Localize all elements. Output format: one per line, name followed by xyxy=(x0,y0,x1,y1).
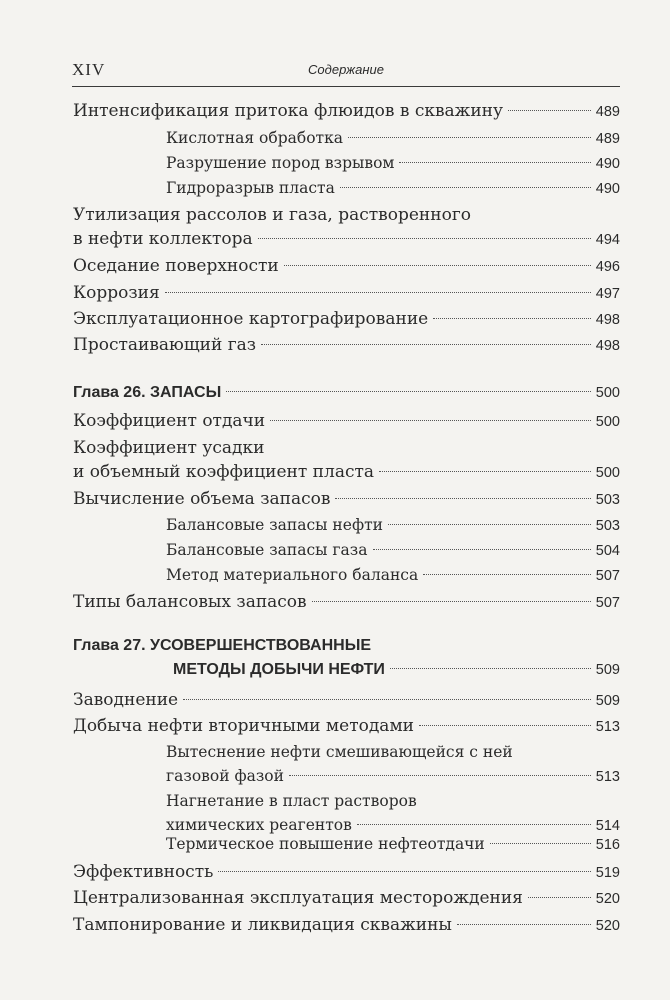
toc-entry-title-line1: Утилизация рассолов и газа, растворенного xyxy=(73,205,471,225)
toc-entry-title: и объемный коэффициент пласта xyxy=(73,462,375,482)
toc-entry-page: 489 xyxy=(595,104,620,120)
toc-entry xyxy=(166,126,620,151)
toc-entry-title: Оседание поверхности xyxy=(73,256,279,276)
toc-entry-title: Заводнение xyxy=(73,690,179,710)
toc-entry-title: Термическое повышение нефтеотдачи xyxy=(166,835,485,853)
running-title: Содержание xyxy=(308,62,384,77)
page-header xyxy=(72,60,620,82)
toc-entry xyxy=(73,913,620,938)
toc-entry-page: 490 xyxy=(595,181,620,197)
toc-entry-page: 509 xyxy=(595,693,620,709)
dot-leader xyxy=(508,110,591,111)
chapter-title-line1: Глава 27. УСОВЕРШЕНСТВОВАННЫЕ xyxy=(73,637,372,654)
toc-entry-page: 489 xyxy=(595,131,620,147)
toc-entry xyxy=(73,281,620,306)
chapter-title: МЕТОДЫ ДОБЫЧИ НЕФТИ xyxy=(173,661,385,678)
dot-leader xyxy=(528,897,591,898)
toc-entry-page: 496 xyxy=(595,259,620,275)
toc-entry-title-line1: Вытеснение нефти смешивающейся с ней xyxy=(166,743,513,761)
toc-entry-page: 500 xyxy=(595,465,620,481)
dot-leader xyxy=(423,574,591,575)
dot-leader xyxy=(165,292,591,293)
dot-leader xyxy=(379,471,591,472)
toc-entry-page: 500 xyxy=(595,385,620,401)
dot-leader xyxy=(284,265,591,266)
toc-entry xyxy=(73,409,620,434)
toc-entry-title: Балансовые запасы газа xyxy=(166,541,368,559)
dot-leader xyxy=(335,498,590,499)
toc-entry xyxy=(73,714,620,739)
toc-entry xyxy=(73,254,620,279)
toc-entry-title: Балансовые запасы нефти xyxy=(166,516,383,534)
toc-entry-page: 490 xyxy=(595,156,620,172)
header-rule xyxy=(72,86,620,87)
toc-entry-page: 494 xyxy=(595,232,620,248)
toc-entry-page: 520 xyxy=(595,918,620,934)
dot-leader xyxy=(457,924,591,925)
page-number: XIV xyxy=(72,60,106,79)
toc-entry-title: Интенсификация притока флюидов в скважину xyxy=(73,101,503,121)
toc-entry xyxy=(166,563,620,588)
toc-entry-title: Эффективность xyxy=(73,862,214,882)
toc-entry-page: 513 xyxy=(595,769,620,785)
toc-entry-page: 514 xyxy=(595,818,620,834)
toc-entry-page: 498 xyxy=(595,338,620,354)
toc-entry-page: 497 xyxy=(595,286,620,302)
dot-leader xyxy=(261,344,591,345)
toc-entry xyxy=(73,99,620,124)
toc-entry-title: Тампонирование и ликвидация скважины xyxy=(73,915,452,935)
dot-leader xyxy=(270,420,591,421)
dot-leader xyxy=(226,391,591,392)
toc-entry-page: 520 xyxy=(595,891,620,907)
dot-leader xyxy=(373,549,591,550)
toc-entry-title: газовой фазой xyxy=(166,767,284,785)
dot-leader xyxy=(357,824,591,825)
dot-leader xyxy=(312,601,591,602)
toc-entry-title: Простаивающий газ xyxy=(73,335,257,355)
toc-entry xyxy=(73,307,620,332)
toc-entry-title: Кислотная обработка xyxy=(166,129,344,147)
dot-leader xyxy=(388,524,591,525)
dot-leader xyxy=(399,162,590,163)
toc-entry-page: 507 xyxy=(595,595,620,611)
dot-leader xyxy=(258,238,591,239)
toc-chapter-entry xyxy=(73,381,620,405)
dot-leader xyxy=(419,725,591,726)
toc-entry-title: Эксплуатационное картографирование xyxy=(73,309,429,329)
dot-leader xyxy=(390,668,591,669)
toc-entry-title: Централизованная эксплуатация месторождения xyxy=(73,888,523,908)
toc-chapter-entry xyxy=(73,634,620,682)
toc-entry-page: 519 xyxy=(595,865,620,881)
toc-entry xyxy=(73,436,620,485)
toc-entry xyxy=(73,886,620,911)
toc-entry-page: 516 xyxy=(595,837,620,853)
dot-leader xyxy=(490,843,591,844)
toc-entry xyxy=(166,513,620,538)
toc-entry xyxy=(166,789,620,838)
toc-entry xyxy=(73,203,620,252)
toc-entry xyxy=(166,832,620,857)
toc-entry-page: 498 xyxy=(595,312,620,328)
dot-leader xyxy=(433,318,591,319)
toc-entry-title: Коэффициент отдачи xyxy=(73,411,266,431)
toc-entry-page: 503 xyxy=(595,492,620,508)
toc-entry-title: Коррозия xyxy=(73,283,160,303)
toc-entry-page: 507 xyxy=(595,568,620,584)
toc-entry xyxy=(73,860,620,885)
toc-entry xyxy=(166,176,620,201)
toc-entry xyxy=(73,590,620,615)
chapter-title: Глава 26. ЗАПАСЫ xyxy=(73,384,222,401)
dot-leader xyxy=(218,871,590,872)
toc-entry xyxy=(73,487,620,512)
toc-entry-page: 500 xyxy=(595,414,620,430)
toc-entry-page: 513 xyxy=(595,719,620,735)
toc-entry-title: Разрушение пород взрывом xyxy=(166,154,395,172)
toc-entry-title: Метод материального баланса xyxy=(166,566,419,584)
toc-entry-title: в нефти коллектора xyxy=(73,229,253,249)
toc-entry xyxy=(166,151,620,176)
toc-entry-page: 503 xyxy=(595,518,620,534)
dot-leader xyxy=(348,137,591,138)
toc-entry xyxy=(73,333,620,358)
toc-entry xyxy=(166,740,620,789)
toc-entry-title: Типы балансовых запасов xyxy=(73,592,307,612)
toc-entry xyxy=(73,688,620,713)
toc-entry-title-line1: Коэффициент усадки xyxy=(73,438,265,458)
toc-entry-page: 509 xyxy=(595,662,620,678)
toc-entry-title: Добыча нефти вторичными методами xyxy=(73,716,414,736)
dot-leader xyxy=(289,775,591,776)
toc-entry-page: 504 xyxy=(595,543,620,559)
dot-leader xyxy=(183,699,591,700)
toc-entry-title: Вычисление объема запасов xyxy=(73,489,331,509)
dot-leader xyxy=(340,187,591,188)
toc-entry-title-line1: Нагнетание в пласт растворов xyxy=(166,792,417,810)
toc-entry-title: химических реагентов xyxy=(166,816,352,834)
toc-entry xyxy=(166,538,620,563)
toc-entry-title: Гидроразрыв пласта xyxy=(166,179,335,197)
